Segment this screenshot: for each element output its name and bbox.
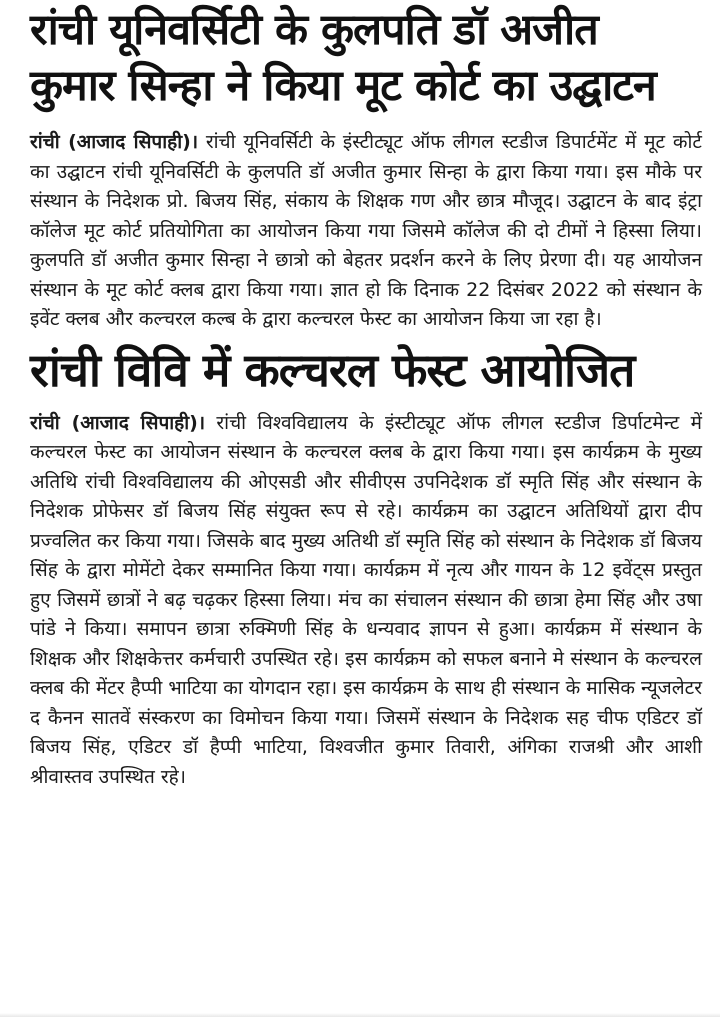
article-cultural-fest <box>30 339 702 793</box>
article-body <box>30 128 702 335</box>
article-body-text: रांची यूनिवर्सिटी के इंस्टीट्यूट ऑफ लीगल स्टडीज डिपार्टमेंट में मूट कोर्ट का उद्घाटन रांची यूनिवर्सिटी के कुलपति डॉ अजीत कुमार सिन्हा के द्वारा किया गया। इस मौके पर संस्थान के निदेशक प्रो. बिजय सिंह, संकाय के शिक्षक गण और छात्र मौजूद। उद्घाटन के बाद इंट्रा कॉलेज मूट कोर्ट प्रतियोगिता का आयोजन किया गया जिसमे कॉलेज की दो टीमों ने हिस्सा लिया। कुलपति डॉ अजीत कुमार सिन्हा ने छात्रो को बेहतर प्रदर्शन करने के लिए प्रेरणा दी। यह आयोजन संस्थान के मूट कोर्ट क्लब द्वारा किया गया। ज्ञात हो कि दिनाक 22 दिसंबर 2022 को संस्थान के इवेंट क्लब और कल्चरल कल्ब के द्वारा कल्चरल फेस्ट का आयोजन किया जा रहा है। <box>30 131 702 330</box>
article-body-text: रांची विश्वविद्यालय के इंस्टीट्यूट ऑफ लीगल स्टडीज डिर्पाटमेन्ट में कल्चरल फेस्ट का आयोजन संस्थान के कल्चरल क्लब के द्वारा किया गया। इस कार्यक्रम के मुख्य अतिथि रांची विश्वविद्यालय की ओएसडी और सीवीएस उपनिदेशक डॉ स्मृति सिंह और संस्थान के निदेशक प्रोफेसर डॉ बिजय सिंह संयुक्त रूप से रहे। कार्यक्रम का उद्घाटन अतिथियों द्वारा दीप प्रज्वलित कर किया गया। जिसके बाद मुख्य अतिथी डॉ स्मृति सिंह को संस्थान के निदेशक डॉ बिजय सिंह के द्वारा मोमेंटो देकर सम्मानित किया गया। कार्यक्रम में नृत्य और गायन के 12 इवेंट्स प्रस्तुत हुए जिसमें छात्रों ने बढ़ चढ़कर हिस्सा लिया। मंच का संचालन संस्थान की छात्रा हेमा सिंह और उषा पांडे ने किया। समापन छात्रा रुक्मिणी सिंह के धन्यवाद ज्ञापन से हुआ। कार्यक्रम में संस्थान के शिक्षक और शिक्षकेत्तर कर्मचारी उपस्थित रहे। इस कार्यक्रम को सफल बनाने मे संस्थान के कल्चरल क्लब की मेंटर हैप्पी भाटिया का योगदान रहा। इस कार्यक्रम के साथ ही संस्थान के मासिक न्यूजलेटर द कैनन सातवें संस्करण का विमोचन किया गया। जिसमें संस्थान के निदेशक सह चीफ एडिटर डॉ बिजय सिंह, एडिटर डॉ हैप्पी भाटिया, विश्वजीत कुमार तिवारी, अंगिका राजश्री और आशी श्रीवास्तव उपस्थित रहे। <box>30 411 702 788</box>
article-moot-court <box>30 2 702 335</box>
dateline: रांची (आजाद सिपाही)। <box>30 131 199 153</box>
headline-line-1: रांची यूनिवर्सिटी के कुलपति डॉ अजीत <box>30 5 598 55</box>
headline-moot-court <box>30 2 702 114</box>
headline-cultural-fest: रांची विवि में कल्चरल फेस्ट आयोजित <box>30 342 635 397</box>
article-body <box>30 409 702 793</box>
headline-line-2: कुमार सिन्हा ने किया मूट कोर्ट का उद्घाटन <box>30 61 656 111</box>
dateline: रांची (आजाद सिपाही)। <box>30 411 206 434</box>
page-edge <box>0 1013 720 1017</box>
